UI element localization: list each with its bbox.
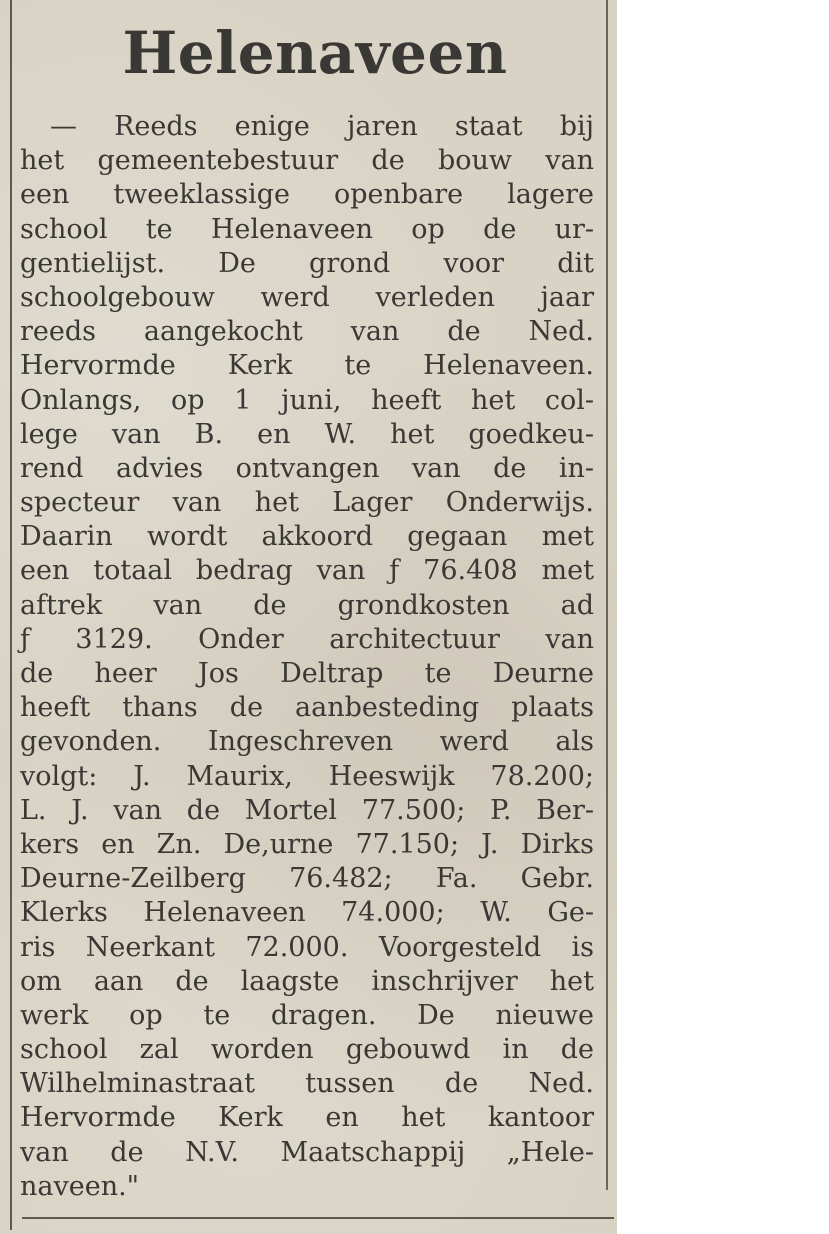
article-line: Onlangs, op 1 juni, heeft het col-	[20, 384, 594, 416]
article-line: een tweeklassige openbare lagere	[20, 179, 594, 211]
article-line: om aan de laagste inschrijver het	[20, 965, 594, 997]
article-line: ris Neerkant 72.000. Voorgesteld is	[20, 931, 594, 963]
article-line: L. J. van de Mortel 77.500; P. Ber-	[20, 794, 594, 826]
article-line: school te Helenaveen op de ur-	[20, 213, 594, 245]
headline: Helenaveen	[122, 19, 508, 87]
article-line: Wilhelminastraat tussen de Ned.	[20, 1068, 594, 1100]
article-line: werk op te dragen. De nieuwe	[20, 999, 594, 1031]
article-line: volgt: J. Maurix, Heeswijk 78.200;	[20, 760, 594, 792]
article-line: Deurne-Zeilberg 76.482; Fa. Gebr.	[20, 863, 594, 895]
article-line: rend advies ontvangen van de in-	[20, 452, 594, 484]
article-line: een totaal bedrag van ƒ 76.408 met	[20, 555, 594, 587]
article-line: heeft thans de aanbesteding plaats	[20, 692, 594, 724]
article-line: de heer Jos Deltrap te Deurne	[20, 658, 594, 689]
article-line: — Reeds enige jaren staat bij	[50, 111, 594, 142]
bottom-rule	[22, 1217, 614, 1219]
article-line: reeds aangekocht van de Ned.	[20, 316, 594, 348]
article-line: specteur van het Lager Onderwijs.	[20, 487, 594, 519]
article-line: Hervormde Kerk te Helenaveen.	[20, 350, 594, 382]
article-line: gentielijst. De grond voor dit	[20, 247, 594, 279]
article-line: lege van B. en W. het goedkeu-	[20, 418, 594, 450]
article-line: schoolgebouw werd verleden jaar	[20, 281, 594, 313]
article-line: school zal worden gebouwd in de	[20, 1034, 594, 1066]
article-line: naveen."	[20, 1170, 140, 1202]
article-line: het gemeentebestuur de bouw van	[20, 145, 594, 177]
article-line: ƒ 3129. Onder architectuur van	[20, 623, 594, 655]
article-line: Klerks Helenaveen 74.000; W. Ge-	[20, 897, 594, 929]
article-body	[20, 110, 594, 1204]
article-line: aftrek van de grondkosten ad	[20, 589, 594, 621]
article-line: Hervormde Kerk en het kantoor	[20, 1102, 594, 1134]
article-line: van de N.V. Maatschappij „Hele-	[20, 1136, 594, 1168]
column-rule-right	[606, 0, 608, 1190]
article-line: Daarin wordt akkoord gegaan met	[20, 521, 594, 553]
article-line: gevonden. Ingeschreven werd als	[20, 726, 594, 758]
column-rule-left	[10, 0, 12, 1230]
article-line: kers en Zn. De,urne 77.150; J. Dirks	[20, 828, 594, 860]
